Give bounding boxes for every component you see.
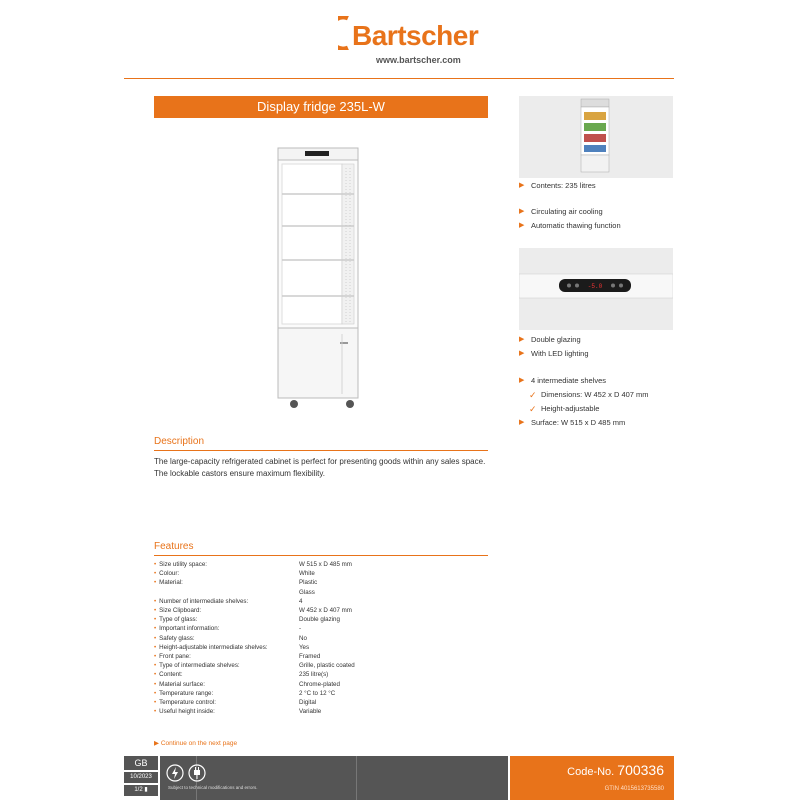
list-item <box>519 347 589 361</box>
control-panel-closeup-icon <box>519 248 673 330</box>
brand-logo <box>338 14 479 69</box>
header-rule <box>124 78 674 79</box>
footer-icons <box>166 764 210 787</box>
brand-name: Bartscher <box>352 20 479 51</box>
table-row <box>154 624 454 633</box>
checkmark-icon: ✓ <box>529 390 537 400</box>
spec-value: Plastic <box>299 579 318 587</box>
spec-label: • Colour: <box>154 569 299 578</box>
spec-value: Glass <box>299 588 315 596</box>
footer <box>0 756 800 800</box>
spec-label: • Height-adjustable intermediate shelves: <box>154 643 299 652</box>
description-text: The large-capacity refrigerated cabinet is perfect for presenting goods within any sales space. The lockable castors ensure maximum flexibility. <box>154 457 486 478</box>
document-date: 10/2023 <box>124 772 158 783</box>
spec-label: • Material: <box>154 578 299 587</box>
plug-icon <box>189 765 205 781</box>
list-item <box>519 205 621 219</box>
table-row <box>154 707 454 716</box>
feature-text: Automatic thawing function <box>531 221 621 230</box>
table-row <box>154 698 454 707</box>
table-row <box>154 615 454 624</box>
table-row <box>154 680 454 689</box>
feature-text: Surface: W 515 x D 485 mm <box>531 418 626 427</box>
arrow-bullet-icon: ▶ <box>519 419 525 426</box>
feature-group-capacity <box>519 179 596 193</box>
country-code: GB <box>124 756 158 770</box>
arrow-bullet-icon: ▶ <box>519 336 525 343</box>
spec-label: • Temperature range: <box>154 689 299 698</box>
table-row <box>154 578 454 587</box>
feature-text: Double glazing <box>531 335 581 344</box>
disclaimer-text: Subject to technical modifications and errors. <box>168 785 258 790</box>
footer-divider <box>356 756 357 800</box>
code-panel <box>510 756 674 800</box>
table-row <box>154 606 454 615</box>
fridge-filled-icon <box>519 96 673 178</box>
spec-label: • Type of intermediate shelves: <box>154 661 299 670</box>
spec-label: • Content: <box>154 670 299 679</box>
arrow-bullet-icon: ▶ <box>519 350 525 357</box>
footer-info-panel <box>160 756 508 800</box>
list-item <box>519 179 596 193</box>
feature-group-cooling <box>519 205 621 233</box>
spec-value: 2 °C to 12 °C <box>299 689 336 697</box>
arrow-bullet-icon: ▶ <box>519 222 525 229</box>
brand-url[interactable]: www.bartscher.com <box>376 55 461 65</box>
spec-value: Variable <box>299 708 322 716</box>
list-item <box>519 219 621 233</box>
list-item <box>519 374 649 388</box>
spec-label: • Safety glass: <box>154 634 299 643</box>
spec-value: W 452 x D 407 mm <box>299 607 352 615</box>
spec-label: • Size Clipboard: <box>154 606 299 615</box>
page-number: 1/2 ▮ <box>124 785 158 796</box>
spec-label: • Important information: <box>154 624 299 633</box>
table-row <box>154 670 454 679</box>
table-row <box>154 569 454 578</box>
spec-label: • Useful height inside: <box>154 707 299 716</box>
control-panel-thumbnail <box>519 248 673 330</box>
spec-label <box>154 588 299 597</box>
spec-label: • Size utility space: <box>154 560 299 569</box>
list-item <box>519 402 649 416</box>
feature-text: With LED lighting <box>531 349 589 358</box>
features-heading: Features <box>154 541 194 552</box>
description-heading: Description <box>154 436 205 447</box>
code-number: Code-No. 700336 <box>567 762 664 778</box>
table-row <box>154 634 454 643</box>
spec-value: White <box>299 570 315 578</box>
feature-text: 4 intermediate shelves <box>531 376 607 385</box>
spec-value: Yes <box>299 643 310 651</box>
spec-value: Chrome-plated <box>299 680 340 688</box>
checkmark-icon: ✓ <box>529 404 537 414</box>
display-readout: -5.0 <box>587 283 603 290</box>
spec-label: • Material surface: <box>154 680 299 689</box>
table-row <box>154 652 454 661</box>
spec-label: • Temperature control: <box>154 698 299 707</box>
book-icon: ▮ <box>144 787 148 793</box>
arrow-bullet-icon: ▶ <box>519 182 525 189</box>
gtin-number: GTIN 4015613735580 <box>604 786 664 792</box>
spec-value: Framed <box>299 653 321 661</box>
spec-label: • Front pane: <box>154 652 299 661</box>
list-item <box>519 416 649 430</box>
continue-link[interactable]: ▶ Continue on the next page <box>154 740 238 747</box>
table-row <box>154 643 454 652</box>
spec-value: No <box>299 634 307 642</box>
arrow-bullet-icon: ▶ <box>519 377 525 384</box>
feature-text: Circulating air cooling <box>531 207 603 216</box>
section-divider <box>154 555 488 556</box>
spec-value: 4 <box>299 597 303 605</box>
list-item <box>519 388 649 402</box>
arrow-bullet-icon: ▶ <box>519 208 525 215</box>
feature-group-shelves <box>519 374 649 430</box>
spec-label: • Type of glass: <box>154 615 299 624</box>
table-row <box>154 661 454 670</box>
feature-group-glass <box>519 333 589 361</box>
spec-value: Double glazing <box>299 616 340 624</box>
table-row <box>154 689 454 698</box>
electric-icon <box>167 765 183 781</box>
spec-value: Grille, plastic coated <box>299 662 355 670</box>
feature-text: Contents: 235 litres <box>531 181 596 190</box>
arrow-bullet-icon: ▶ <box>154 740 159 747</box>
feature-text: Dimensions: W 452 x D 407 mm <box>541 390 649 399</box>
features-table <box>154 560 454 716</box>
spec-value: W 515 x D 485 mm <box>299 561 352 568</box>
spec-value: Digital <box>299 699 317 707</box>
fridge-thumbnail <box>519 96 673 178</box>
spec-value: - <box>299 625 302 633</box>
product-title: Display fridge 235L-W <box>154 96 488 118</box>
table-row <box>154 560 454 569</box>
feature-text: Height-adjustable <box>541 404 600 413</box>
table-row <box>154 588 454 597</box>
list-item <box>519 333 589 347</box>
spec-label: • Number of intermediate shelves: <box>154 597 299 606</box>
display-fridge-image <box>260 146 375 414</box>
spec-value: 235 litre(s) <box>299 671 329 679</box>
section-divider <box>154 450 488 451</box>
table-row <box>154 597 454 606</box>
